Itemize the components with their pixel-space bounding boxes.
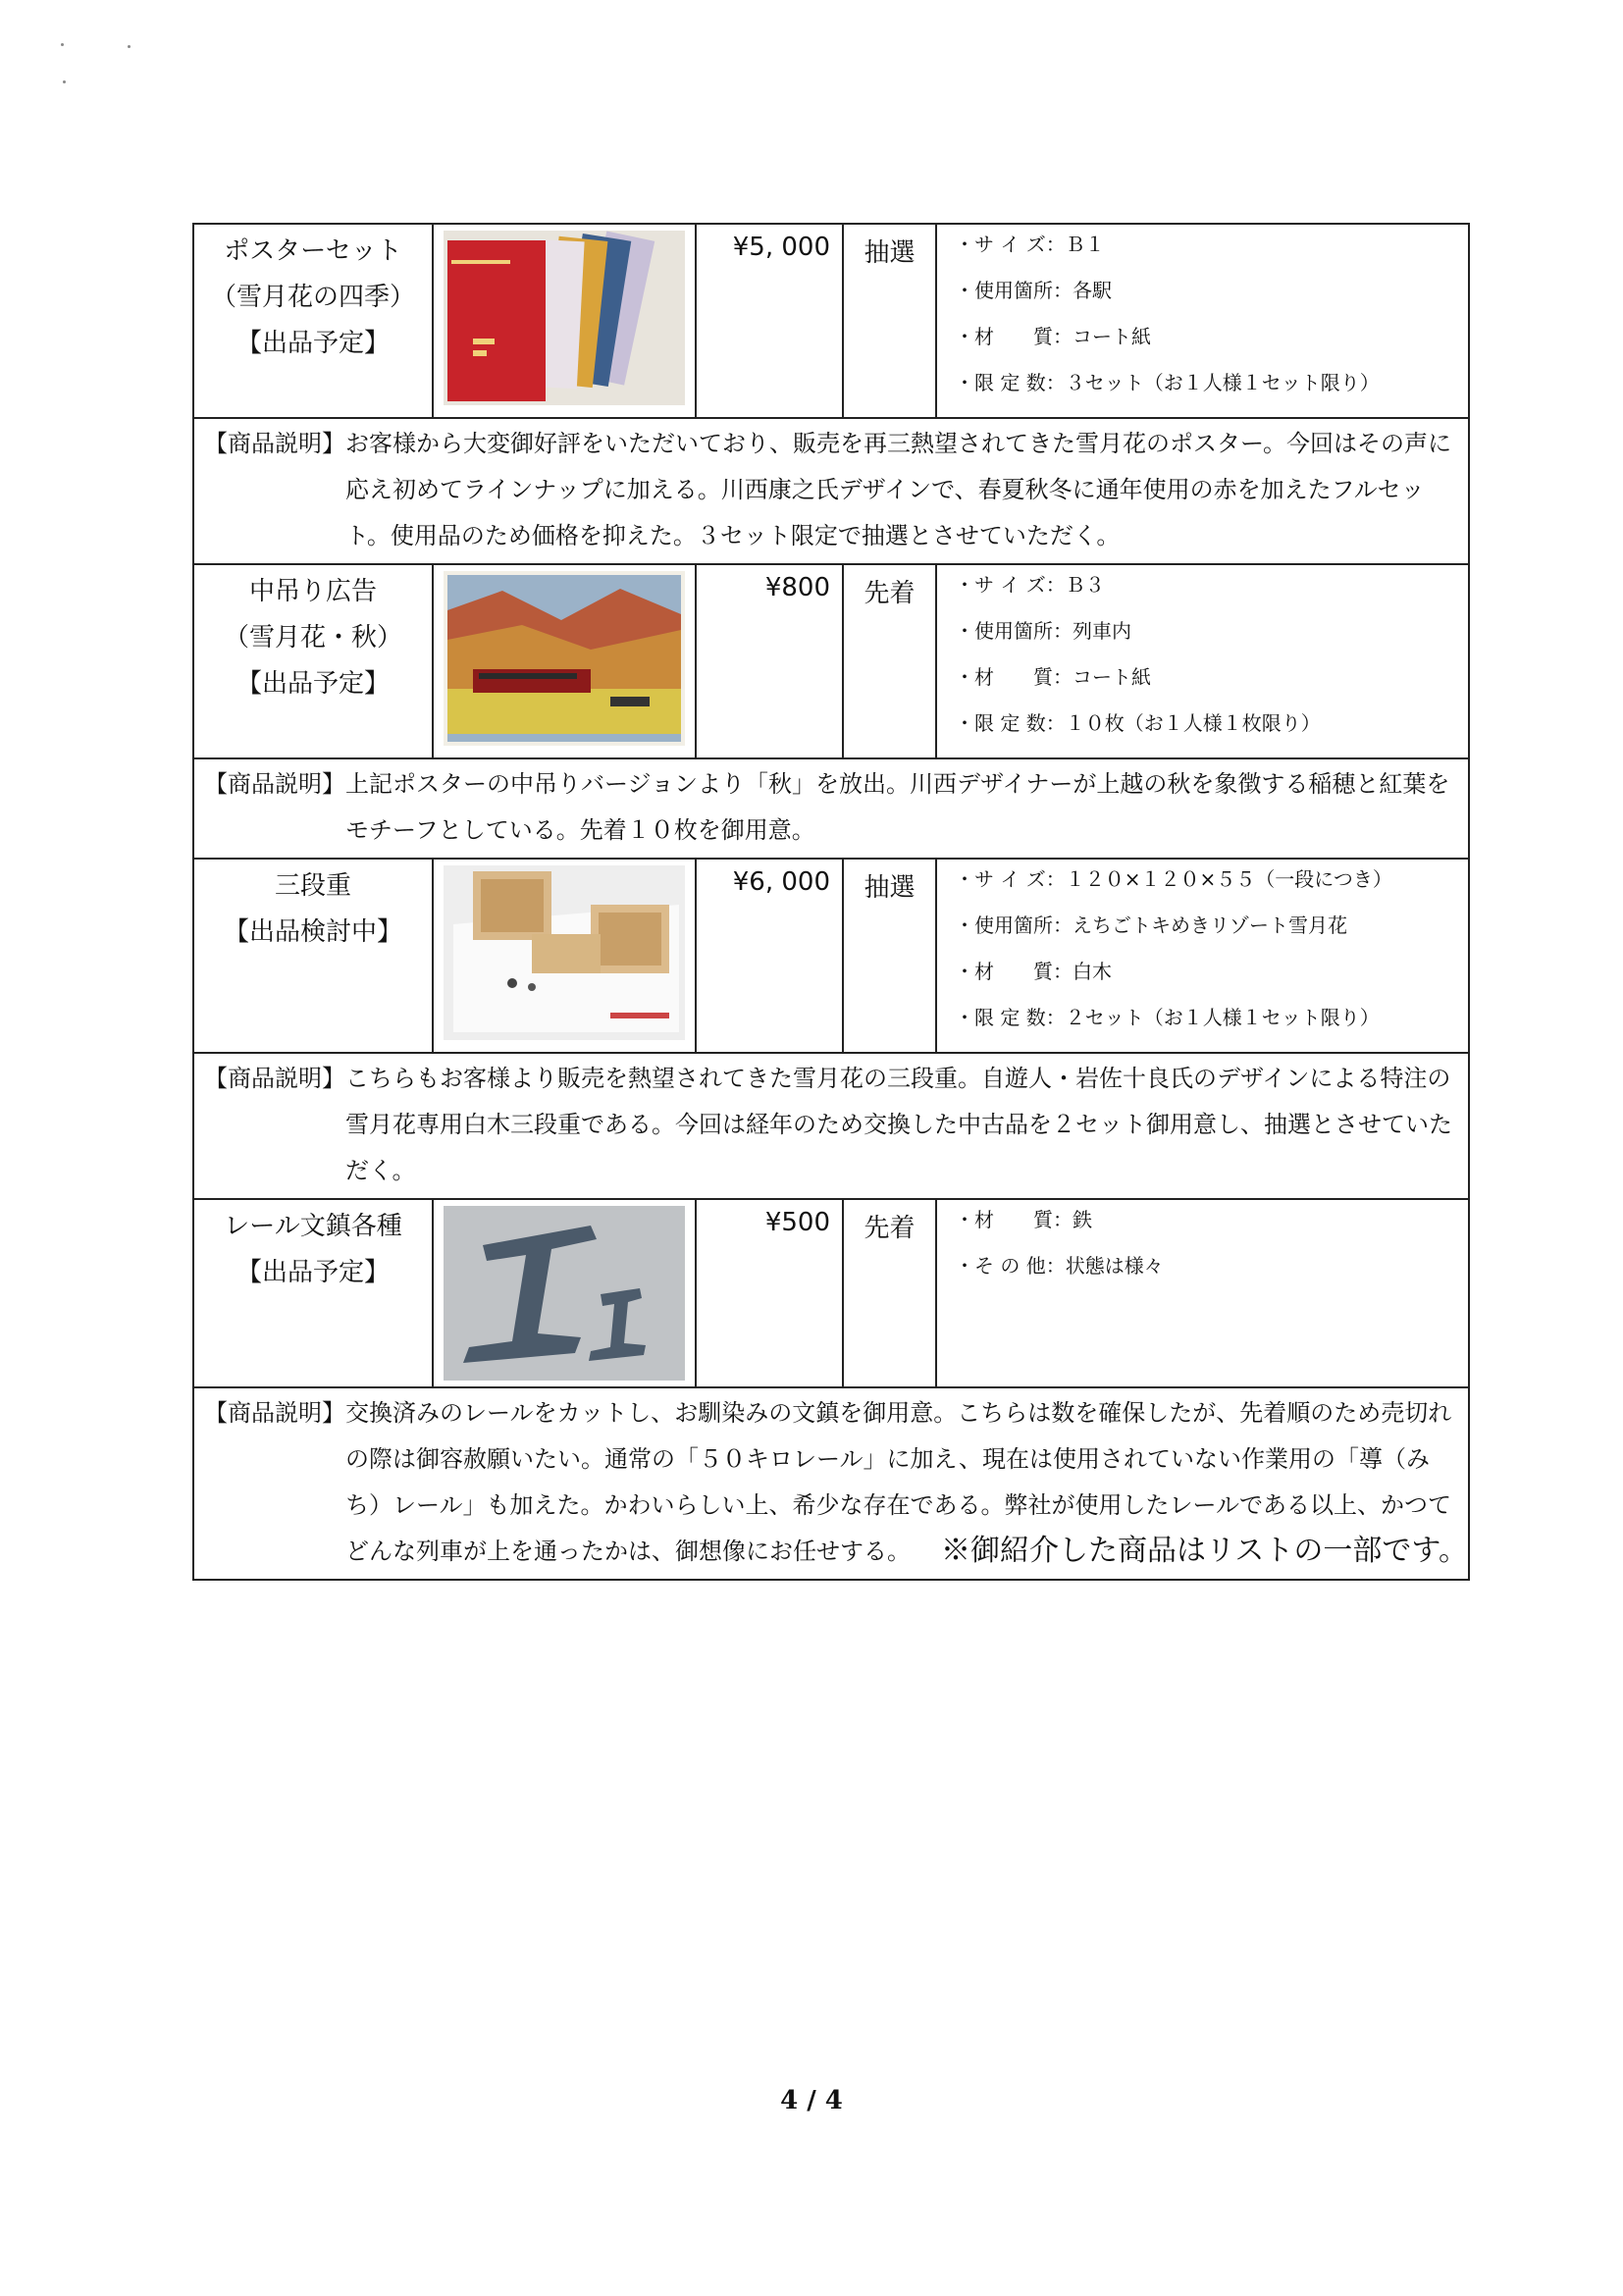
sale-method: 先着 <box>843 564 936 758</box>
product-price: ¥6, 000 <box>696 859 843 1053</box>
description-text: 交換済みのレールをカットし、お馴染みの文鎮を御用意。こちらは数を確保したが、先着順のため売切れの際は御容赦願いたい。通常の「５０キロレール」に加え、現在は使用されていない作業用の「導（みち）レール」も加えた。かわいらしい上、希少な存在である。弊社が使用したレールである以上、かつてどんな列車が上を通ったかは、御想像にお任せする。 <box>345 1399 1452 1565</box>
product-name: レール文鎮各種 【出品予定】 <box>193 1199 433 1387</box>
description-label: 【商品説明】 <box>204 1399 345 1427</box>
rail-paperweight-photo-icon <box>444 1206 685 1381</box>
description-row <box>193 758 1469 859</box>
description-text: こちらもお客様より販売を熱望されてきた雪月花の三段重。自遊人・岩佐十良氏のデザインによる特注の雪月花専用白木三段重である。今回は経年のため交換した中古品を２セット御用意し、抽選とさせていただく。 <box>345 1065 1452 1184</box>
poster-set-photo-icon <box>444 231 685 405</box>
product-table <box>192 223 1470 1581</box>
hanging-ad-photo <box>433 564 696 758</box>
product-name: 三段重 【出品検討中】 <box>193 859 433 1053</box>
description-row <box>193 418 1469 564</box>
product-name: ポスターセット （雪月花の四季） 【出品予定】 <box>193 224 433 418</box>
product-specs: ・サ イ ズ：Ｂ３ ・使用箇所：列車内 ・材 質：コート紙 ・限 定 数：１０枚（お１人様１枚限り） <box>936 564 1469 758</box>
description-row <box>193 1053 1469 1199</box>
product-name: 中吊り広告 （雪月花・秋） 【出品予定】 <box>193 564 433 758</box>
description-label: 【商品説明】 <box>204 770 345 798</box>
footnote: ※御紹介した商品はリストの一部です。 <box>941 1534 1468 1568</box>
scan-speck <box>63 80 66 83</box>
product-row <box>193 224 1469 418</box>
product-row <box>193 859 1469 1053</box>
page-number: 4 / 4 <box>780 2086 843 2115</box>
description-text: お客様から大変御好評をいただいており、販売を再三熱望されてきた雪月花のポスター。今回はその声に応え初めてラインナップに加える。川西康之氏デザインで、春夏秋冬に通年使用の赤を加えたフルセット。使用品のため価格を抑えた。３セット限定で抽選とさせていただく。 <box>345 430 1452 549</box>
rail-paperweight-photo <box>433 1199 696 1387</box>
sale-method: 先着 <box>843 1199 936 1387</box>
description-text: 上記ポスターの中吊りバージョンより「秋」を放出。川西デザイナーが上越の秋を象徴する稲穂と紅葉をモチーフとしている。先着１０枚を御用意。 <box>345 770 1450 844</box>
description-label: 【商品説明】 <box>204 1065 345 1092</box>
jubako-box-photo <box>433 859 696 1053</box>
jubako-box-photo-icon <box>444 865 685 1040</box>
product-description <box>193 1053 1469 1199</box>
product-specs: ・材 質：鉄 ・そ の 他：状態は様々 <box>936 1199 1469 1387</box>
product-price: ¥800 <box>696 564 843 758</box>
product-specs: ・サ イ ズ：Ｂ１ ・使用箇所：各駅 ・材 質：コート紙 ・限 定 数：３セット（お１人様１セット限り） <box>936 224 1469 418</box>
poster-set-photo <box>433 224 696 418</box>
product-row <box>193 564 1469 758</box>
scan-speck <box>61 43 64 46</box>
scan-speck <box>128 45 131 48</box>
hanging-ad-photo-icon <box>444 571 685 746</box>
sale-method: 抽選 <box>843 224 936 418</box>
product-row <box>193 1199 1469 1387</box>
product-price: ¥500 <box>696 1199 843 1387</box>
description-label: 【商品説明】 <box>204 430 345 457</box>
sale-method: 抽選 <box>843 859 936 1053</box>
product-description <box>193 758 1469 859</box>
product-description <box>193 418 1469 564</box>
product-specs: ・サ イ ズ：１２０×１２０×５５（一段につき） ・使用箇所：えちごトキめきリゾート雪月花 ・材 質：白木 ・限 定 数：２セット（お１人様１セット限り） <box>936 859 1469 1053</box>
product-price: ¥5, 000 <box>696 224 843 418</box>
